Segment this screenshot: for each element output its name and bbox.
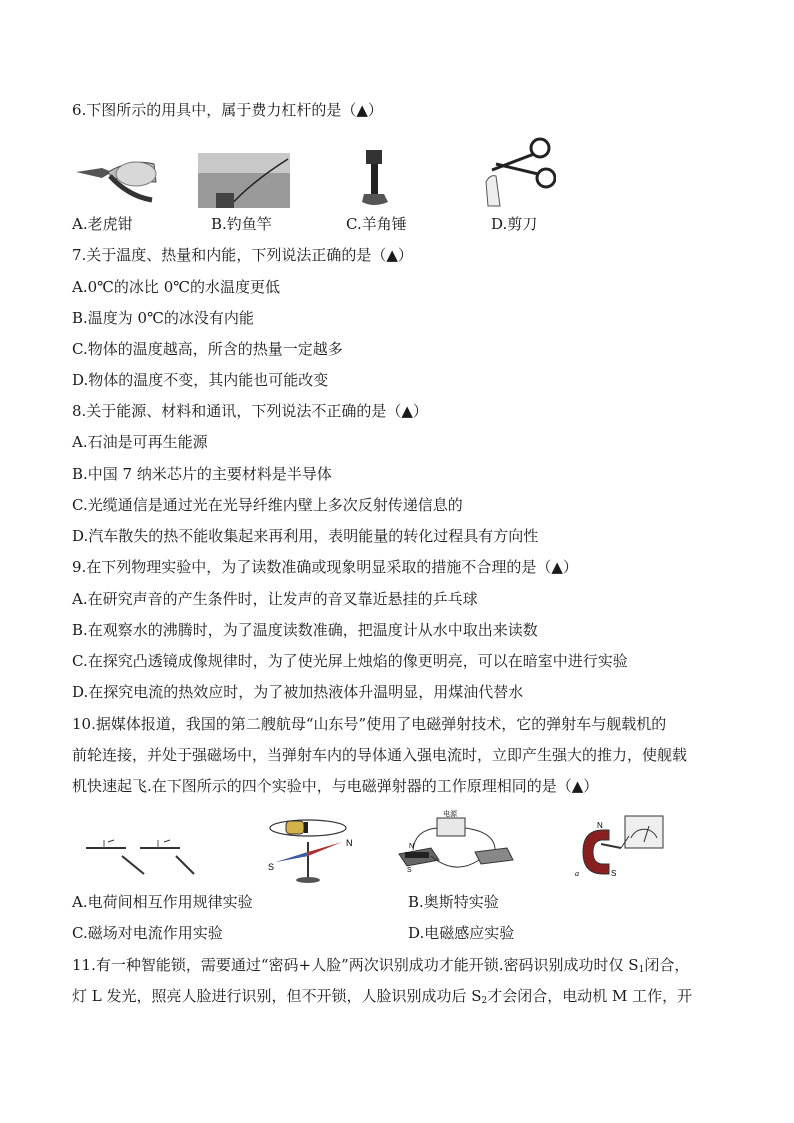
q8-option-d: D.汽车散失的热不能收集起来再利用，表明能量的转化过程具有方向性 [72, 527, 539, 545]
induction-n-label: N [597, 821, 603, 830]
q8-option-a: A.石油是可再生能源 [72, 433, 208, 451]
q9-option-b: B.在观察水的沸腾时，为了温度读数准确，把温度计从水中取出来读数 [72, 621, 538, 639]
q9-option-a: A.在研究声音的产生条件时，让发声的音叉靠近悬挂的乒乓球 [72, 590, 478, 608]
q10-option-b: B.奥斯特实验 [408, 893, 499, 911]
motor-n-label: N [409, 843, 415, 850]
motor-s-label: S [407, 867, 412, 874]
claw-hammer-figure [360, 148, 390, 208]
q9-option-c: C.在探究凸透镜成像规律时，为了使光屏上烛焰的像更明亮，可以在暗室中进行实验 [72, 652, 628, 670]
question-10-stem-line-3: 机快速起飞.在下图所示的四个实验中，与电磁弹射器的工作原理相同的是（▲） [72, 777, 599, 795]
motor-effect-figure [395, 810, 515, 876]
scissors-figure [482, 134, 556, 208]
question-11-line-2: 灯 L 发光，照亮人脸进行识别，但不开锁，人脸识别成功后 $S_2$才会闭合，电动机 M 工作，开 [72, 987, 693, 1006]
question-10-stem-line-2: 前轮连接，并处于强磁场中，当弹射车内的导体通入强电流时，立即产生强大的推力，使舰载 [72, 746, 688, 764]
question-7-stem: 7.关于温度、热量和内能，下列说法正确的是（▲） [72, 246, 413, 264]
q10-option-d: D.电磁感应实验 [408, 924, 515, 942]
q10-option-a: A.电荷间相互作用规律实验 [72, 893, 253, 911]
charge-interaction-figure [82, 832, 197, 878]
induction-figure [573, 814, 665, 878]
q6-option-b: B.钓鱼竿 [211, 215, 272, 233]
question-6-stem: 6.下图所示的用具中，属于费力杠杆的是（▲） [72, 101, 383, 119]
q6-option-d: D.剪刀 [491, 215, 538, 233]
q7-option-d: D.物体的温度不变，其内能也可能改变 [72, 371, 329, 389]
question-10-stem-line-1: 10.据媒体报道，我国的第二艘航母“山东号”使用了电磁弹射技术，它的弹射车与舰载机的 [72, 715, 667, 733]
question-11-line-1: 11.有一种智能锁，需要通过“密码+人脸”两次识别成功才能开锁.密码识别成功时仅 $S_1$闭合， [72, 956, 690, 975]
pliers-figure [72, 142, 160, 208]
induction-s-label: S [611, 869, 617, 878]
q10-option-c: C.磁场对电流作用实验 [72, 924, 223, 942]
q6-option-c: C.羊角锤 [346, 215, 407, 233]
q7-option-b: B.温度为 0℃的冰没有内能 [72, 309, 254, 327]
oersted-s-label: S [268, 862, 275, 872]
q8-option-b: B.中国 7 纳米芯片的主要材料是半导体 [72, 465, 332, 483]
question-8-stem: 8.关于能源、材料和通讯，下列说法不正确的是（▲） [72, 402, 428, 420]
induction-a-label: a [575, 869, 579, 878]
q7-option-c: C.物体的温度越高，所含的热量一定越多 [72, 340, 343, 358]
q6-option-a: A.老虎钳 [72, 215, 133, 233]
q7-option-a: A.0℃的冰比 0℃的水温度更低 [72, 278, 281, 296]
power-supply-label: 电源 [443, 811, 457, 818]
question-9-stem: 9.在下列物理实验中，为了读数准确或现象明显采取的措施不合理的是（▲） [72, 558, 578, 576]
q8-option-c: C.光缆通信是通过光在光导纤维内壁上多次反射传递信息的 [72, 496, 463, 514]
fishing-rod-figure [198, 153, 290, 208]
q9-option-d: D.在探究电流的热效应时，为了被加热液体升温明显，用煤油代替水 [72, 683, 524, 701]
oersted-figure [258, 814, 358, 884]
oersted-n-label: N [346, 838, 353, 848]
